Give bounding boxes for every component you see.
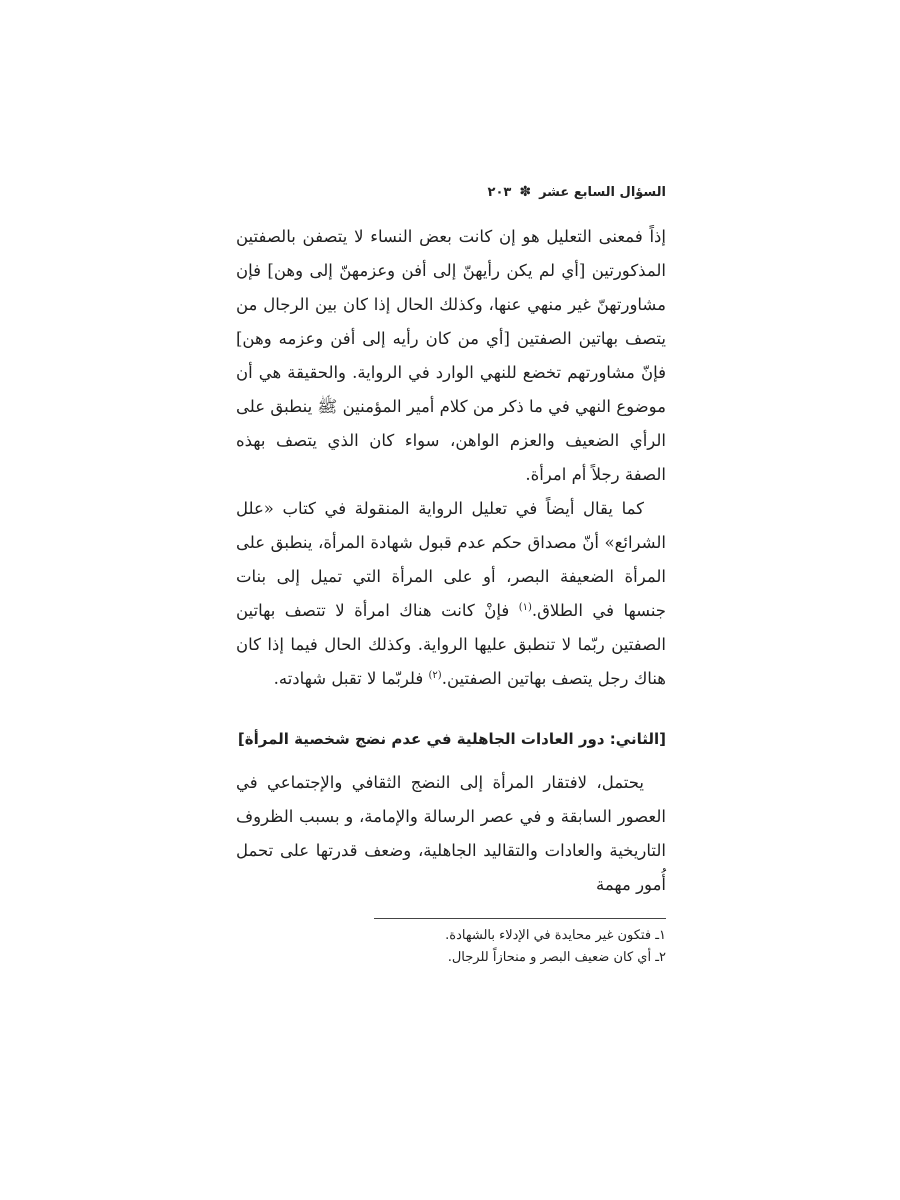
paragraph-2-text-b: فإنْ كانت هناك امرأة لا تتصف بهاتين الصفتين ربّما لا تنطبق عليها الرواية. وكذلك الحال فيما إذا كان هناك رجل يتصف بهاتين الصفتين. — [236, 601, 666, 688]
running-header — [236, 180, 666, 204]
paragraph-2-text-c: فلربّما لا تقبل شهادته. — [273, 669, 429, 688]
paragraph-2-text-a: كما يقال أيضاً في تعليل الرواية المنقولة في كتاب «علل الشرائع» أنّ مصداق حكم عدم قبول شهادة المرأة، ينطبق على المرأة الضعيفة البصر، أو على المرأة التي تميل إلى بنات جنسها في الطلاق. — [236, 499, 666, 620]
chapter-title: السؤال السابع عشر — [539, 184, 666, 200]
footnote-divider — [374, 918, 666, 919]
flower-ornament-icon: ✽ — [519, 184, 532, 200]
footnote-ref-2[interactable]: (٢) — [428, 670, 442, 681]
footnote-ref-1[interactable]: (١) — [518, 602, 532, 613]
footnotes — [236, 925, 666, 969]
book-page — [236, 180, 666, 969]
page-number: ٢٠٣ — [487, 184, 512, 200]
footnote-1: ١ـ فتكون غير محايدة في الإدلاء بالشهادة. — [445, 928, 666, 943]
section-heading: [الثاني: دور العادات الجاهلية في عدم نضج شخصية المرأة] — [237, 730, 666, 748]
section-body: يحتمل، لافتقار المرأة إلى النضج الثقافي والإجتماعي في العصور السابقة و في عصر الرسالة والإمامة، و بسبب الظروف التاريخية والعادات والتقاليد الجاهلية، وضعف قدرتها على تحمل أُمور مهمة — [236, 773, 666, 894]
footnote-2: ٢ـ أي كان ضعيف البصر و منحازاً للرجال. — [447, 950, 666, 965]
paragraph-1: إذاً فمعنى التعليل هو إن كانت بعض النساء لا يتصفن بالصفتين المذكورتين [أي لم يكن رأيهنّ إلى أفن وعزمهنّ إلى وهن] فإن مشاورتهنّ غير منهي عنها، وكذلك الحال إذا كان بين الرجال من يتصف بهاتين الصفتين [أي من كان رأيه إلى أفن وعزمه وهن] فإنّ مشاورتهم تخضع للنهي الوارد في الرواية. والحقيقة هي أن موضوع النهي في ما ذكر من كلام أمير المؤمنين ﷺ ينطبق على الرأي الضعيف والعزم الواهن، سواء كان الذي يتصف بهذه الصفة رجلاً أم امرأة. — [236, 227, 666, 484]
paragraph-2 — [236, 492, 666, 696]
